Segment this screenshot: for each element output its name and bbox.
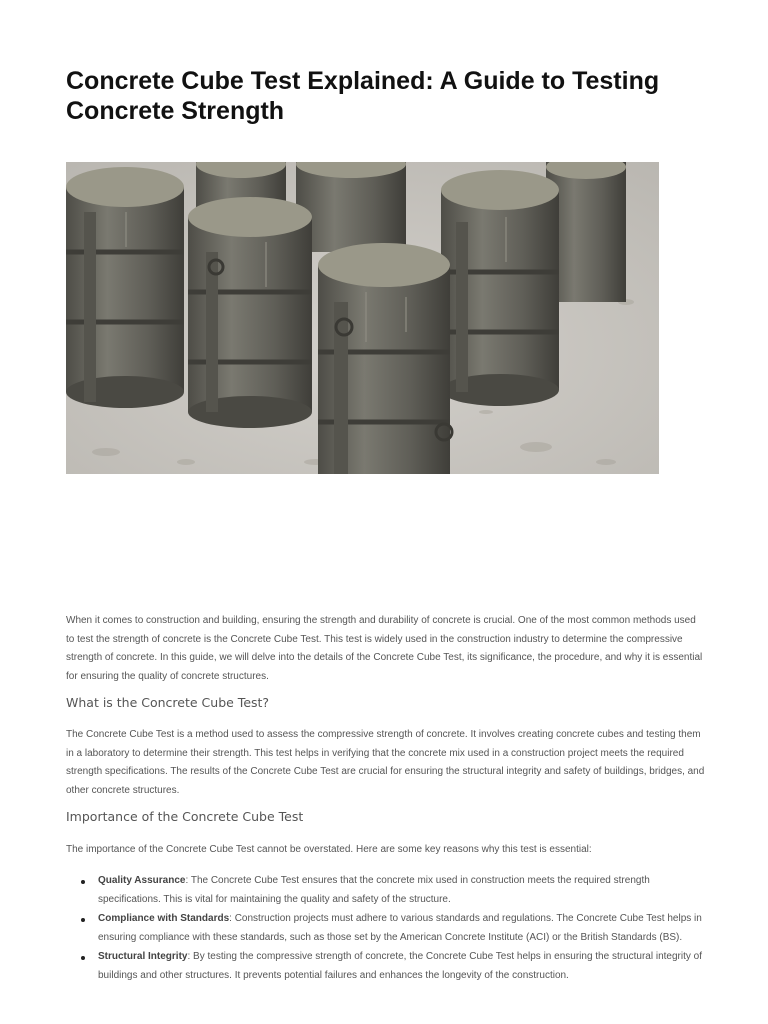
section-body-importance: The importance of the Concrete Cube Test cannot be overstated. Here are some key reasons why this test is essential: bbox=[66, 844, 592, 855]
section-heading-what-is: What is the Concrete Cube Test? bbox=[66, 695, 270, 710]
list-item bbox=[66, 948, 706, 985]
list-item-term: Quality Assurance bbox=[98, 875, 186, 886]
list-item-text: : Construction projects must adhere to various standards and regulations. The Concrete Cube Test helps in ensuring compliance with these standards, such as those set by the American Concrete Institute (ACI) or the British Standards (BS). bbox=[98, 913, 702, 943]
article-title: Concrete Cube Test Explained: A Guide to Testing Concrete Strength bbox=[66, 67, 660, 125]
list-item bbox=[66, 910, 706, 947]
list-item bbox=[66, 872, 706, 909]
list-item-term: Structural Integrity bbox=[98, 951, 188, 962]
list-item-text: : The Concrete Cube Test ensures that the concrete mix used in construction meets the required strength specifications. This is vital for maintaining the quality and safety of the structure. bbox=[98, 875, 650, 905]
section-heading-importance: Importance of the Concrete Cube Test bbox=[66, 809, 304, 824]
list-item-text: : By testing the compressive strength of concrete, the Concrete Cube Test helps in ensuring the structural integrity of buildings and other structures. It prevents potential failures and enhances the longevity of the construction. bbox=[98, 951, 702, 981]
hero-image-concrete-cylinder-moulds bbox=[66, 162, 659, 474]
intro-paragraph: When it comes to construction and building, ensuring the strength and durability of concrete is crucial. One of the most common methods used to test the strength of concrete is the Concrete Cube Test. This test is widely used in the construction industry to determine the compressive strength of concrete. In this guide, we will delve into the details of the Concrete Cube Test, its significance, the procedure, and why it is essential for ensuring the quality of concrete structures. bbox=[66, 615, 703, 683]
list-item-term: Compliance with Standards bbox=[98, 913, 230, 924]
importance-reasons-list bbox=[66, 872, 706, 986]
section-body-what-is: The Concrete Cube Test is a method used to assess the compressive strength of concrete. It involves creating concrete cubes and testing them in a laboratory to determine their strength. This test helps in verifying that the concrete mix used in a construction project meets the required strength specifications. The results of the Concrete Cube Test are crucial for ensuring the structural integrity and safety of buildings, bridges, and other concrete structures. bbox=[66, 729, 705, 797]
